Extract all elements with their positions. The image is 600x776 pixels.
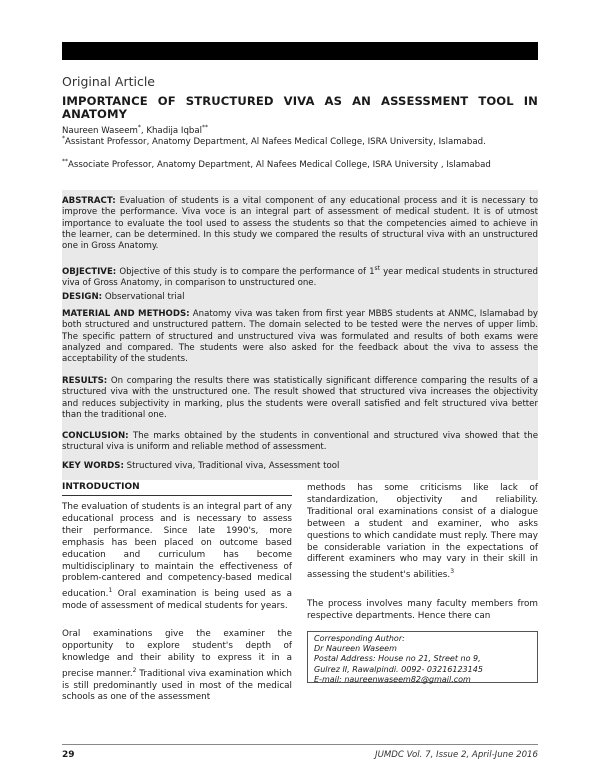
corr-line-2: Dr Naureen Waseem	[314, 644, 397, 654]
keywords-label: KEY WORDS:	[62, 461, 124, 471]
objective-text-b: year medical students in structured viva of Gross Anatomy, in comparison to unstructured one.	[62, 266, 538, 289]
corr-line-5: E-mail: naureenwaseem82@gmail.com	[314, 674, 471, 684]
intro-p1-sup: 1	[108, 587, 113, 595]
page-number: 29	[62, 750, 75, 760]
intro-p2-sup: 2	[132, 666, 137, 674]
design-text: Observational trial	[104, 292, 185, 302]
objective-sup: st	[374, 265, 381, 272]
methods-label: MATERIAL AND METHODS:	[62, 309, 190, 319]
affiliation-mark: **	[62, 158, 68, 165]
conclusion-paragraph	[62, 431, 538, 454]
intro-r2: The process involves many faculty members from respective departments. Hence there can	[307, 599, 538, 621]
keywords-paragraph	[62, 461, 538, 472]
affiliation-text: Associate Professor, Anatomy Department, Al Nafees Medical College, ISRA University , Islamabad	[68, 159, 491, 170]
affiliation-text: Assistant Professor, Anatomy Department, Al Nafees Medical College, ISRA University, Islamabad.	[65, 136, 486, 147]
abstract-paragraph	[62, 196, 538, 252]
introduction-heading: INTRODUCTION	[62, 482, 140, 492]
corr-line-3: Postal Address: House no 21, Street no 9,	[314, 654, 481, 664]
author-1-mark: *	[137, 124, 141, 131]
results-label: RESULTS:	[62, 376, 108, 386]
design-label: DESIGN:	[62, 292, 103, 302]
author-2-mark: **	[202, 124, 209, 131]
corr-line-1: Corresponding Author:	[314, 634, 405, 643]
intro-paragraph-1	[62, 502, 292, 613]
methods-text: Anatomy viva was taken from first year MBBS students at ANMC, Islamabad by both structured and unstructured pattern. The domain selected to be tested were the nerves of upper limb. The specific pattern of structured and unstructured viva was formulated and results of both exams were analyzed and compared. The students were also asked for the feedback about the viva to assess the acceptability of the students.	[62, 309, 538, 365]
article-type: Original Article	[62, 74, 155, 89]
author-2: Khadija Iqbal	[146, 125, 203, 136]
footer-rule	[62, 744, 538, 745]
objective-text-a: Objective of this study is to compare the performance of 1	[119, 266, 375, 277]
abstract-text: Evaluation of students is a vital component of any educational process and it is necessary to improve the performance. Viva voce is an integral part of assessment of medical student. It is of utmost importance to evaluate the tool used to assess the students so that the competencies aimed to achieve in the learner, can be determined. In this study we compared the results of structural viva with an unstructured one in Gross Anatomy.	[62, 196, 538, 252]
header-bar	[62, 42, 538, 60]
journal-citation: JUMDC Vol. 7, Issue 2, April-June 2016	[375, 750, 538, 760]
intro-r1-sup: 3	[450, 568, 455, 576]
methods-paragraph	[62, 309, 538, 365]
conclusion-label: CONCLUSION:	[62, 431, 129, 441]
intro-p2-a: Oral examinations give the examiner the opportunity to explore student's depth of knowledge and their ability to express it in a precise manner.	[62, 629, 292, 679]
results-text: On comparing the results there was statistically significant difference comparing the results of a structured viva with the unstructured one. The result showed that structured viva increases the objectivity and reduces subjectivity in marking, plus the students were overall satisfied and felt structured viva better than the traditional one.	[62, 376, 538, 420]
keywords-text: Structured viva, Traditional viva, Assessment tool	[126, 461, 340, 471]
intro-right-paragraph-2	[307, 599, 538, 623]
design-paragraph	[62, 292, 538, 303]
conclusion-text: The marks obtained by the students in conventional and structured viva showed that the structural viva is uniform and reliable method of assessment.	[62, 431, 539, 453]
intro-p1-b: Oral examination is being used as a mode of assessment of medical students for years.	[62, 589, 292, 612]
intro-paragraph-2	[62, 629, 292, 704]
results-paragraph	[62, 376, 538, 421]
abstract-label: ABSTRACT:	[62, 196, 116, 206]
intro-r1-a: methods has some criticisms like lack of standardization, objectivity and reliability. Traditional oral examinations consist of a dialogue between a student and examiner, who asks questions to which candidate must reply. There may be considerable variation in the expectations of different examiners who may vary in their skill in assessing the student's abilities.	[307, 483, 538, 581]
introduction-rule	[62, 495, 292, 496]
intro-p1-a: The evaluation of students is an integral part of any educational process and is necessary to assess their performance. Since late 1990's, more emphasis has been placed on outcome based education and curriculum has become multidisciplinary to maintain the effectiveness of problem-cantered and competency-based medical education.	[62, 502, 292, 600]
affiliation-1	[62, 134, 538, 147]
article-title: IMPORTANCE OF STRUCTURED VIVA AS AN ASSESSMENT TOOL IN ANATOMY	[62, 94, 538, 121]
correspondence-box	[307, 631, 538, 683]
objective-paragraph	[62, 263, 538, 289]
author-separator: ,	[140, 125, 147, 136]
author-1: Naureen Waseem	[62, 125, 138, 136]
objective-label: OBJECTIVE:	[62, 266, 117, 277]
intro-right-paragraph-1	[307, 483, 538, 582]
affiliation-2	[62, 157, 538, 170]
corr-line-4: Gulrez II, Rawalpindi. 0092- 03216123145	[314, 664, 483, 674]
affiliation-mark: *	[62, 135, 65, 142]
intro-p2-b: Traditional viva examination which is still predominantly used in most of the medical schools as one of the assessment	[62, 668, 292, 703]
